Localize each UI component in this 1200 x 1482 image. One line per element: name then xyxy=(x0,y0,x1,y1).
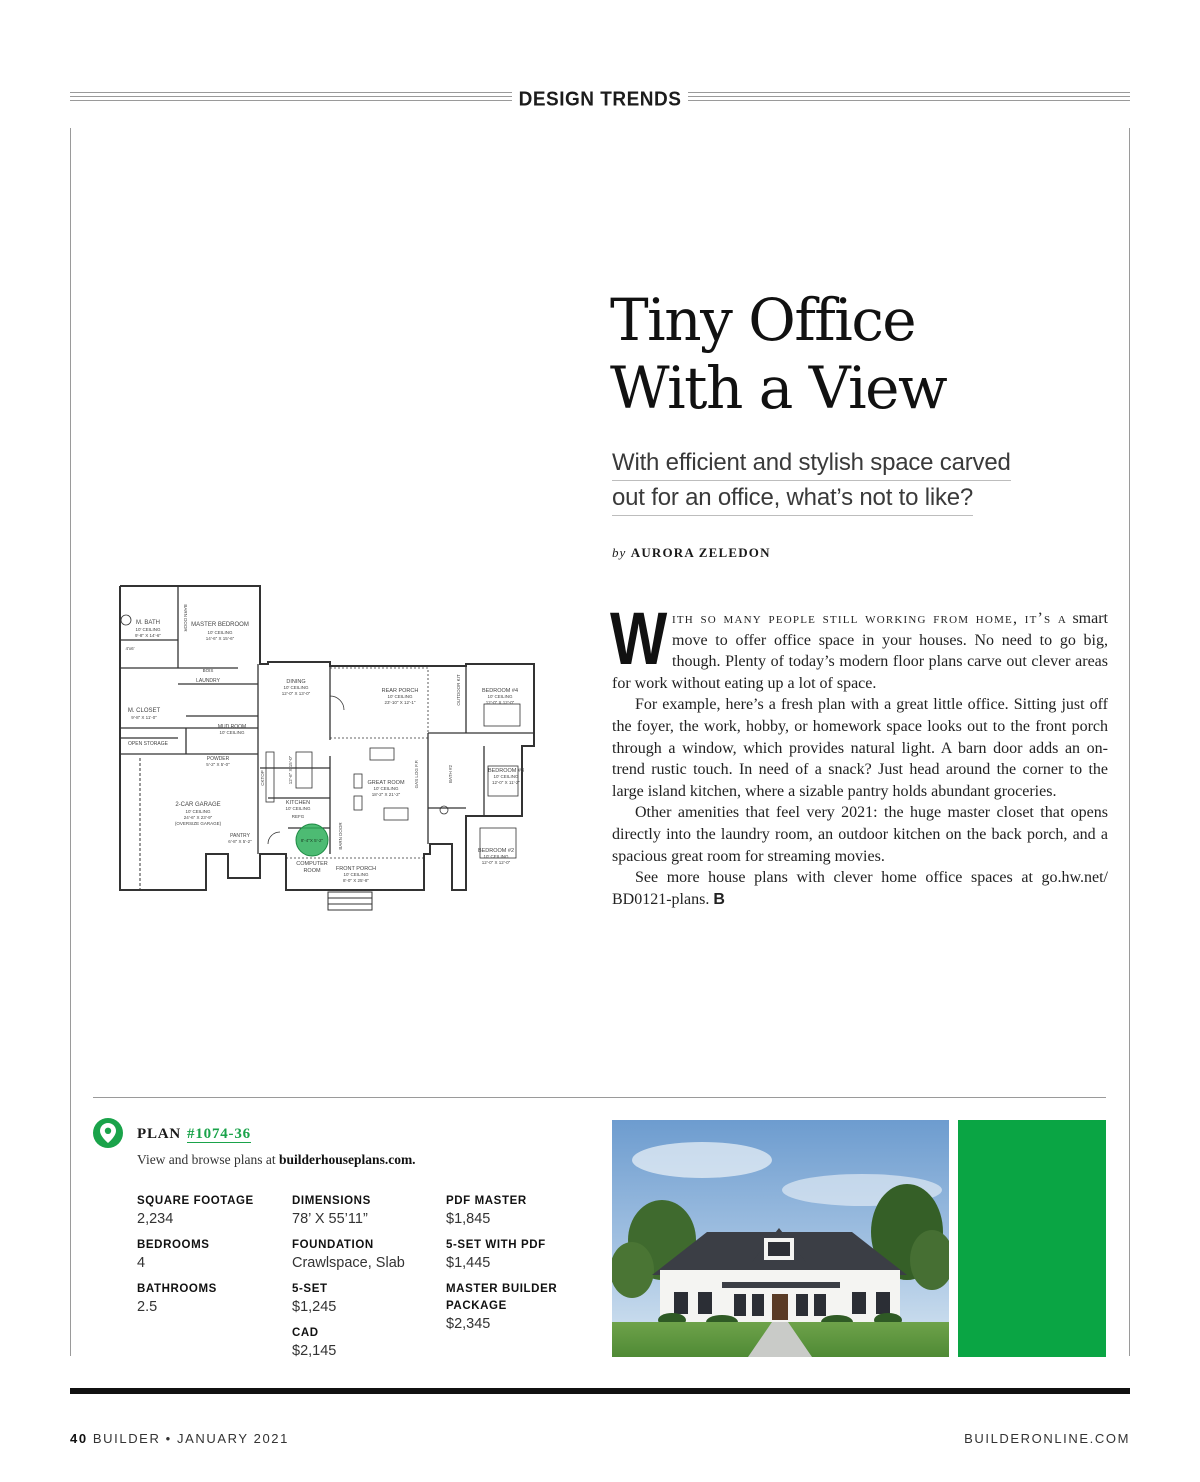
svg-text:REFG: REFG xyxy=(291,814,305,819)
article-body xyxy=(610,597,1108,910)
svg-text:18'-2" X 21'-2": 18'-2" X 21'-2" xyxy=(371,792,401,797)
drop-cap: W xyxy=(610,597,668,680)
svg-text:8'-4"X 5'-2": 8'-4"X 5'-2" xyxy=(300,838,324,843)
svg-text:6'-8" X 5'-2": 6'-8" X 5'-2" xyxy=(228,839,252,844)
spec-square-footage: SQUARE FOOTAGE 2,234 xyxy=(137,1195,254,1227)
svg-text:10' CEILING: 10' CEILING xyxy=(343,872,369,877)
plan-label: PLAN xyxy=(137,1126,182,1142)
spec-foundation: FOUNDATION Crawlspace, Slab xyxy=(292,1239,405,1271)
spec-pdf-master: PDF MASTER $1,845 xyxy=(446,1195,527,1227)
paragraph-3: Other amenities that feel very 2021: the huge master closet that opens directly into the laundry room, an outdoor kitchen on the back porch, and a spacious great room for streaming movies. xyxy=(612,804,1108,865)
footer-left xyxy=(70,1431,289,1446)
fp-label: 2-CAR GARAGE xyxy=(175,802,221,808)
spec-dimensions: DIMENSIONS 78’ X 55’11” xyxy=(292,1195,371,1227)
byline xyxy=(612,545,771,561)
svg-text:10' CEILING: 10' CEILING xyxy=(185,809,211,814)
dek-line-2: out for an office, what’s not to like? xyxy=(612,481,973,516)
headline-line-2: With a View xyxy=(610,354,947,422)
headline xyxy=(610,286,1110,422)
svg-text:BEDROOM #4: BEDROOM #4 xyxy=(481,688,519,694)
footer-site[interactable]: BUILDERONLINE.COM xyxy=(964,1431,1130,1446)
spec-master-builder: MASTER BUILDER PACKAGE $2,345 xyxy=(446,1283,558,1332)
svg-text:9'-8" X 14'-6": 9'-8" X 14'-6" xyxy=(135,633,161,638)
author-name: AURORA ZELEDON xyxy=(630,545,771,560)
svg-text:10' CEILING: 10' CEILING xyxy=(219,730,245,735)
svg-text:BARN DOOR: BARN DOOR xyxy=(338,822,343,850)
publication: BUILDER • JANUARY 2021 xyxy=(92,1431,289,1446)
byline-by: by xyxy=(612,545,627,560)
svg-text:10' CEILING: 10' CEILING xyxy=(493,774,519,779)
paragraph-2: For example, here’s a fresh plan with a great little office. Sitting just off the foyer, the work, hobby, or homework space looks out to the front porch through a window, which provides natural light. A barn door adds an on-trend rustic touch. In need of a snack? Just head around the corner to the large island kitchen, where a sizable pantry holds abundant groceries. xyxy=(612,696,1108,800)
svg-text:10' CEILING: 10' CEILING xyxy=(135,627,161,632)
svg-text:OUTDOOR KIT: OUTDOOR KIT xyxy=(456,674,461,706)
svg-text:BOIS: BOIS xyxy=(202,668,214,673)
svg-text:12'-0" X 13'-0": 12'-0" X 13'-0" xyxy=(281,691,311,696)
svg-text:CKTOP: CKTOP xyxy=(260,770,265,786)
svg-text:BEDROOM #3: BEDROOM #3 xyxy=(487,768,525,774)
paragraph-4-text: See more house plans with clever home office spaces at go.hw.net/ BD0121-plans. xyxy=(612,869,1108,908)
plan-number-link[interactable]: #1074-36 xyxy=(187,1126,251,1142)
footer-rule xyxy=(70,1388,1130,1394)
svg-text:24'-6" X 23'-9": 24'-6" X 23'-9" xyxy=(183,815,213,820)
svg-text:8'-0" X 25'-8": 8'-0" X 25'-8" xyxy=(343,878,369,883)
svg-text:BARN DOOR: BARN DOOR xyxy=(183,604,188,632)
svg-text:LAUNDRY: LAUNDRY xyxy=(196,678,220,684)
svg-text:KITCHEN: KITCHEN xyxy=(285,800,311,806)
location-pin-icon xyxy=(93,1118,123,1148)
page-border-right xyxy=(1129,128,1130,1356)
divider xyxy=(93,1097,1106,1098)
svg-text:12'-0" X 11'-2": 12'-0" X 11'-2" xyxy=(491,780,521,785)
paragraph-1 xyxy=(610,597,1108,694)
svg-text:DINING: DINING xyxy=(286,679,306,685)
page-number: 40 xyxy=(70,1431,88,1446)
svg-text:9'-8" X 11'-0": 9'-8" X 11'-0" xyxy=(131,715,157,720)
svg-text:(OVERSIZE GARAGE): (OVERSIZE GARAGE) xyxy=(174,821,222,826)
svg-text:10' CEILING: 10' CEILING xyxy=(387,694,413,699)
section-title: DESIGN TRENDS xyxy=(518,88,682,111)
svg-text:GREAT ROOM: GREAT ROOM xyxy=(367,780,405,786)
svg-text:10' CEILING: 10' CEILING xyxy=(283,685,309,690)
svg-text:COMPUTER: COMPUTER xyxy=(296,861,328,867)
svg-text:MUD ROOM: MUD ROOM xyxy=(217,724,247,730)
svg-text:14'-6" X 15'-6": 14'-6" X 15'-6" xyxy=(205,636,235,641)
page-border-left xyxy=(70,128,71,1356)
svg-text:23'-10" X 12'-1": 23'-10" X 12'-1" xyxy=(384,700,416,705)
header-rule-left xyxy=(70,92,512,106)
svg-text:4'x6': 4'x6' xyxy=(125,646,135,651)
spec-cad: CAD $2,145 xyxy=(292,1327,337,1359)
fp-label: MASTER BEDROOM xyxy=(191,622,249,628)
spec-5-set-pdf: 5-SET WITH PDF $1,445 xyxy=(446,1239,546,1271)
svg-text:POWDER: POWDER xyxy=(206,756,230,762)
svg-text:10' CEILING: 10' CEILING xyxy=(483,854,509,859)
svg-text:GAS LOG F.P.: GAS LOG F.P. xyxy=(414,759,419,789)
svg-text:10' CEILING: 10' CEILING xyxy=(285,806,311,811)
paragraph-1-text: smart move to offer office space in your houses. No need to go big, though. Plenty of today’s modern floor plans carve out clever areas for work without eating up a lot of space. xyxy=(612,610,1108,692)
fp-label: M. BATH xyxy=(136,620,160,626)
svg-text:5'-2" X 5'-0": 5'-2" X 5'-0" xyxy=(206,762,230,767)
dek-line-1: With efficient and stylish space carved xyxy=(612,446,1011,481)
svg-text:OPEN STORAGE: OPEN STORAGE xyxy=(128,741,168,747)
end-mark: B xyxy=(713,890,725,908)
svg-text:12'-0" X 12'-0": 12'-0" X 12'-0" xyxy=(481,860,511,865)
spec-5-set: 5-SET $1,245 xyxy=(292,1283,337,1315)
svg-text:REAR PORCH: REAR PORCH xyxy=(381,688,419,694)
svg-text:BATH #2: BATH #2 xyxy=(448,765,453,783)
paragraph-4 xyxy=(612,867,1108,910)
plan-title xyxy=(137,1126,251,1143)
svg-text:12'-6" X 15'-0": 12'-6" X 15'-0" xyxy=(288,755,293,785)
svg-text:10' CEILING: 10' CEILING xyxy=(373,786,399,791)
header-rule-right xyxy=(688,92,1130,106)
house-photo xyxy=(612,1120,949,1357)
svg-text:ROOM: ROOM xyxy=(303,868,321,874)
svg-text:10' CEILING: 10' CEILING xyxy=(207,630,233,635)
svg-text:FRONT PORCH: FRONT PORCH xyxy=(335,866,377,872)
browse-site-link[interactable]: builderhouseplans.com. xyxy=(279,1152,416,1167)
dek xyxy=(612,446,1082,516)
headline-line-1: Tiny Office xyxy=(610,286,916,354)
green-panel xyxy=(958,1120,1106,1357)
fp-label: M. CLOSET xyxy=(127,708,161,714)
spec-bedrooms: BEDROOMS 4 xyxy=(137,1239,210,1271)
plan-browse-text xyxy=(137,1152,416,1168)
lead-in: ith so many people still working from home, it’s a xyxy=(672,610,1068,627)
svg-text:12'-0" X 12'-0": 12'-0" X 12'-0" xyxy=(485,700,515,705)
browse-prefix: View and browse plans at xyxy=(137,1152,280,1167)
spec-bathrooms: BATHROOMS 2.5 xyxy=(137,1283,217,1315)
svg-text:BEDROOM #2: BEDROOM #2 xyxy=(477,848,515,854)
svg-text:PANTRY: PANTRY xyxy=(230,833,250,839)
svg-text:10' CEILING: 10' CEILING xyxy=(487,694,513,699)
floor-plan xyxy=(108,578,540,928)
